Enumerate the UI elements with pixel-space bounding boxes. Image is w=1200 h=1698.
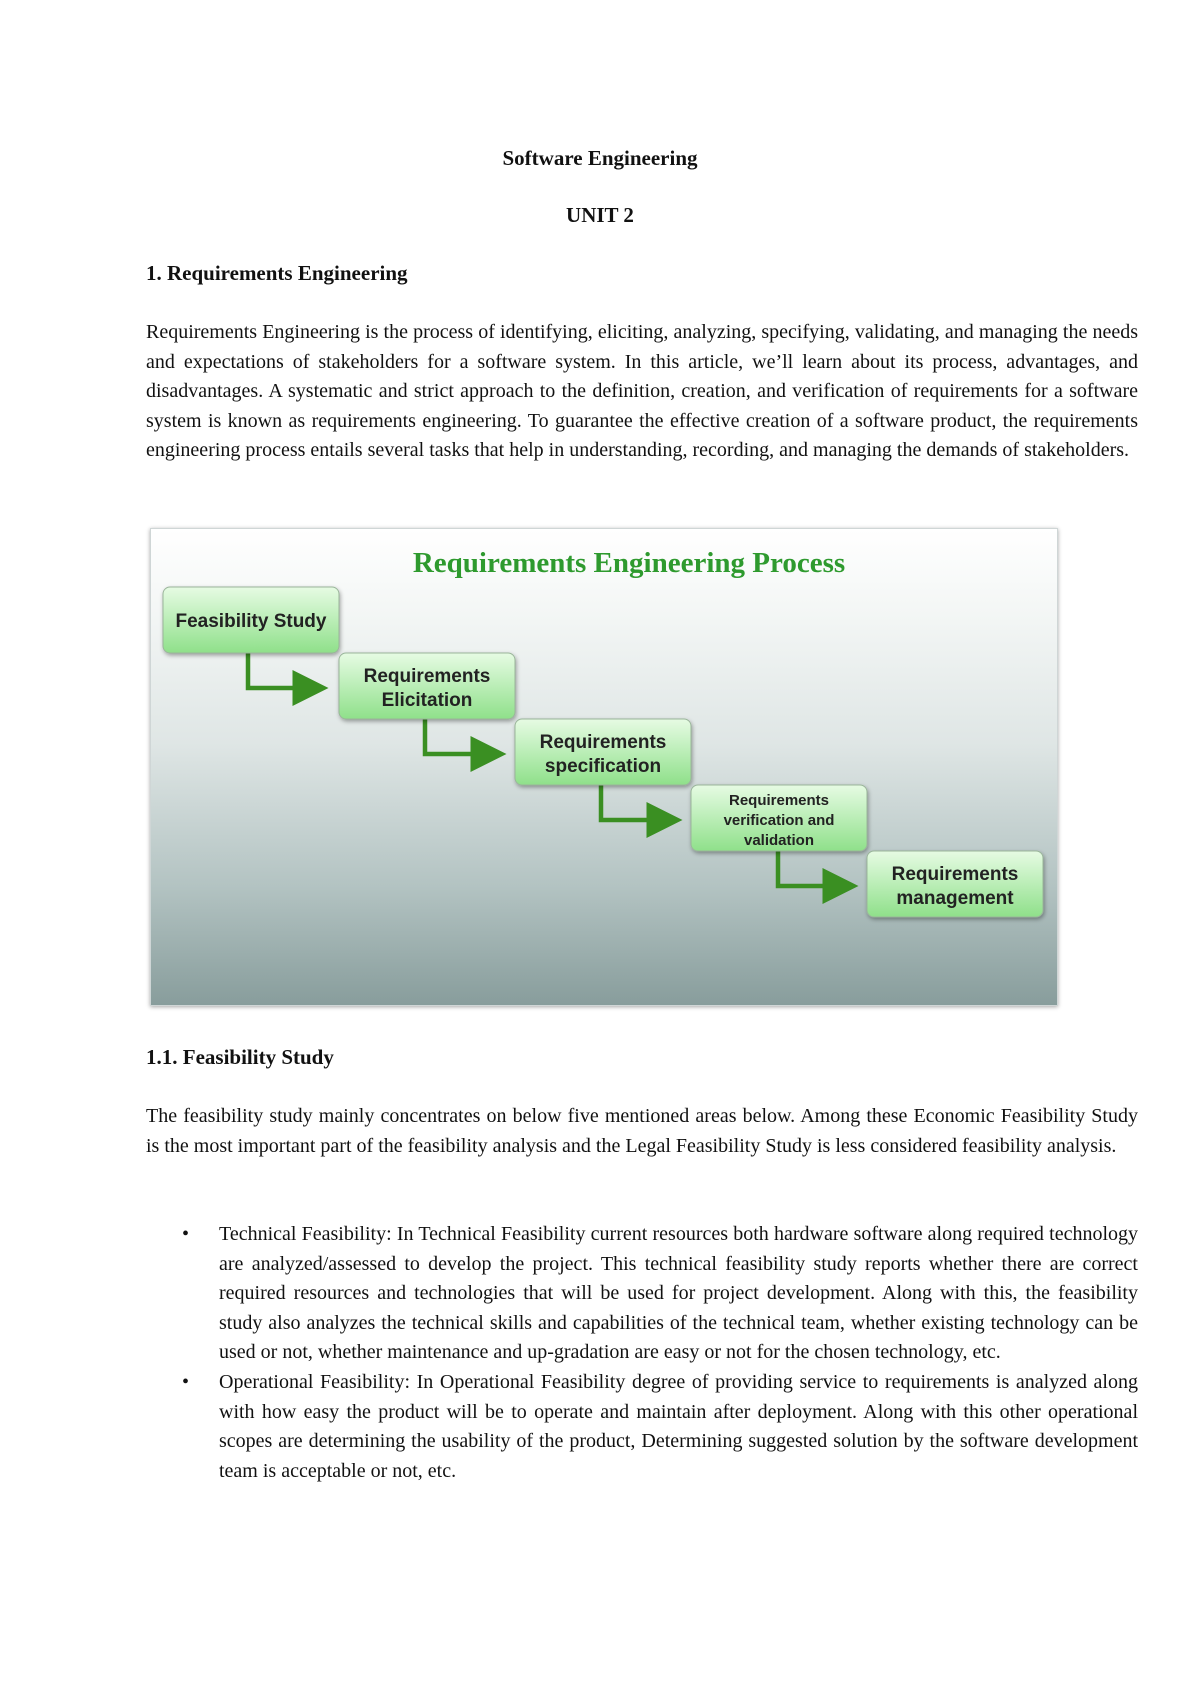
stage-label: Requirements <box>728 792 830 809</box>
stage-label: Requirements <box>539 732 667 753</box>
stage-label: Elicitation <box>381 690 473 711</box>
requirements-process-diagram <box>150 528 1058 1006</box>
section-heading-requirements-engineering: 1. Requirements Engineering <box>146 261 408 285</box>
arrow-specification-to-validation <box>601 785 669 820</box>
requirements-engineering-paragraph: Requirements Engineering is the process of identifying, eliciting, analyzing, specifying, validating, and managing the needs and expectations of stakeholders for a software system. In this article, we’ll learn about its process, advantages, and disadvantages. A systematic and strict approach to the definition, creation, and verification of requirements for a software system is known as requirements engineering. To guarantee the effective creation of a software product, the requirements engineering process entails several tasks that help in understanding, recording, and managing the demands of stakeholders. <box>146 321 1138 462</box>
list-item-technical-feasibility <box>146 1220 1138 1368</box>
bullet-icon: • <box>182 1223 190 1245</box>
arrow-validation-to-management <box>778 851 845 886</box>
bullet-icon: • <box>182 1370 190 1393</box>
diagram-title: Requirements Engineering Process <box>412 547 846 579</box>
stage-label: Requirements <box>891 864 1019 885</box>
stage-feasibility-study <box>163 587 339 653</box>
stage-label: validation <box>743 832 815 849</box>
stage-label: Feasibility Study <box>175 611 327 632</box>
feasibility-study-paragraph: The feasibility study mainly concentrates on below five mentioned areas below. Among these Economic Feasibility Study is the most important part of the feasibility analysis and the Legal Feasibility Study is less considered feasibility analysis. <box>146 1105 1138 1157</box>
arrow-elicitation-to-specification <box>425 719 493 754</box>
stage-label: Requirements <box>363 666 491 687</box>
stage-requirements-management <box>867 851 1043 917</box>
process-diagram-svg <box>151 529 1057 1005</box>
feasibility-bullet-list <box>146 1220 1138 1486</box>
bullet-text: Operational Feasibility: In Operational Feasibility degree of providing service to requirements is analyzed along with how easy the product will be to operate and maintain after deployment. Along with this other operational scopes are determining the usability of the product, Determining suggested solution by the software development team is acceptable or not, etc. <box>219 1370 1138 1482</box>
unit-title: UNIT 2 <box>566 203 634 227</box>
section-heading-feasibility-study: 1.1. Feasibility Study <box>146 1045 334 1069</box>
stage-label: specification <box>544 756 662 777</box>
stage-label: management <box>896 888 1014 909</box>
list-item-operational-feasibility <box>146 1368 1138 1486</box>
stage-requirements-verification-validation <box>691 785 867 851</box>
stage-requirements-elicitation <box>339 653 515 719</box>
arrow-feasibility-to-elicitation <box>248 653 315 688</box>
bullet-text: Technical Feasibility: In Technical Feasibility current resources both hardware software along required technology are analyzed/assessed to develop the project. This technical feasibility study reports whether there are correct required resources and technologies that will be used for project development. Along with this, the feasibility study also analyzes the technical skills and capabilities of the technical team, whether existing technology can be used or not, whether maintenance and up-gradation are easy or not for the chosen technology, etc. <box>219 1223 1138 1364</box>
stage-requirements-specification <box>515 719 691 785</box>
stage-label: verification and <box>723 812 835 829</box>
document-title: Software Engineering <box>502 146 698 170</box>
